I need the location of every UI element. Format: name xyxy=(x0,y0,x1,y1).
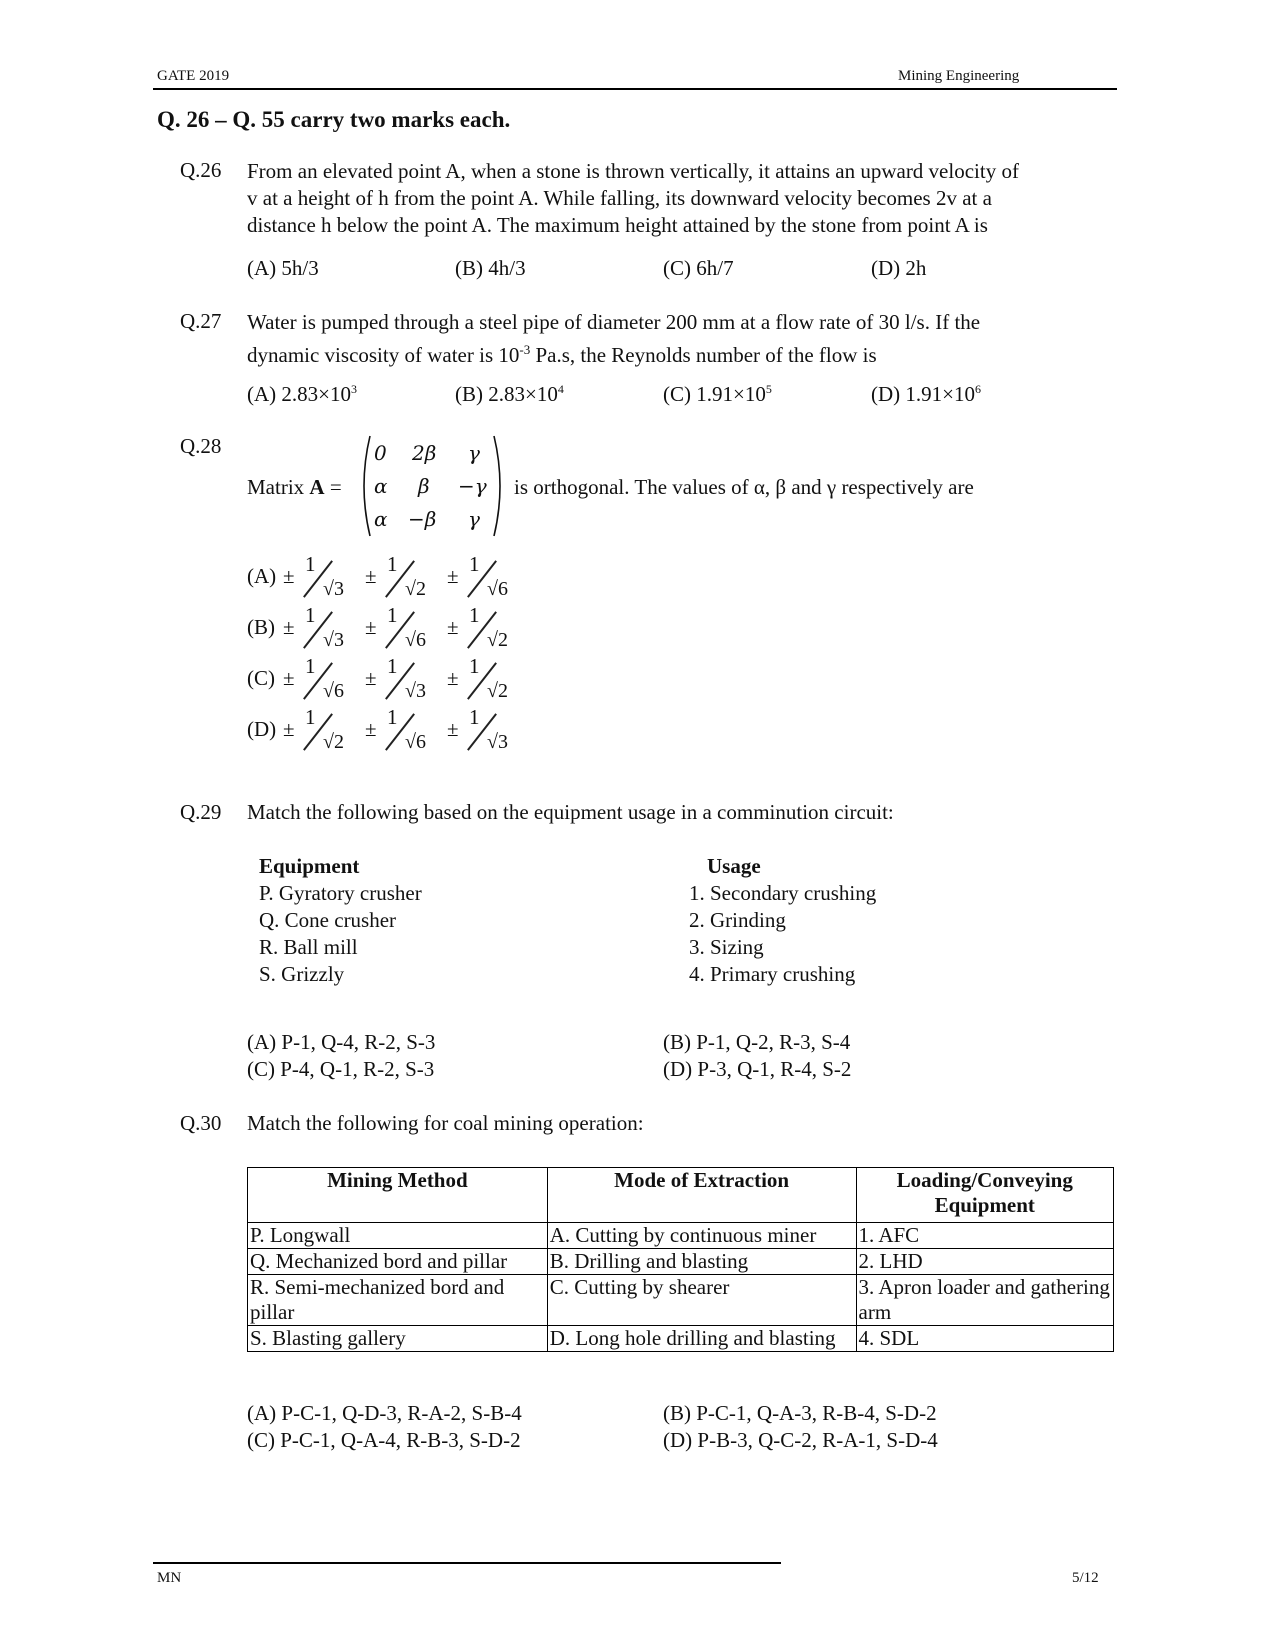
q28-matrix-prefix: Matrix xyxy=(247,475,310,499)
q27-line2 xyxy=(247,336,1115,369)
q28-option-label: (C) xyxy=(247,666,275,690)
q28-option-label: (A) xyxy=(247,564,277,588)
q29-col1-item: P. Gyratory crusher xyxy=(259,881,422,905)
plus-minus-sign: ± xyxy=(447,615,459,639)
q27-line2-text: dynamic viscosity of water is 10 xyxy=(247,343,520,367)
q29-number: Q.29 xyxy=(180,800,222,824)
plus-minus-sign: ± xyxy=(447,666,459,690)
q27-line1: Water is pumped through a steel pipe of diameter 200 mm at a flow rate of 30 l/s. If the xyxy=(247,310,981,334)
fraction-numerator: 1 xyxy=(469,654,480,678)
q29-option-d[interactable]: (D) P-3, Q-1, R-4, S-2 xyxy=(663,1057,852,1081)
q30-cell: P. Longwall xyxy=(248,1223,548,1249)
table-row xyxy=(248,1275,1114,1326)
q30-cell: D. Long hole drilling and blasting xyxy=(547,1326,856,1352)
q28-m20: α xyxy=(374,507,388,531)
q27-option-b-exp: 4 xyxy=(557,382,564,396)
fraction-numerator: 1 xyxy=(305,705,316,729)
q28-option-label: (B) xyxy=(247,615,275,639)
q29-col2-item: 4. Primary crushing xyxy=(689,962,856,986)
plus-minus-sign: ± xyxy=(283,666,295,690)
footer-right: 5/12 xyxy=(1072,1570,1099,1586)
fraction-denominator: √6 xyxy=(323,680,344,702)
q30-header-extraction: Mode of Extraction xyxy=(547,1168,856,1223)
q27-exponent: -3 xyxy=(519,342,531,357)
q27-option-a-exp: 3 xyxy=(351,382,357,396)
q28-m12: −γ xyxy=(458,474,487,498)
q27-option-a-label: (A) 2.83×10 xyxy=(247,382,351,406)
q27-option-b-label: (B) 2.83×10 xyxy=(455,382,558,406)
fraction-numerator: 1 xyxy=(469,603,480,627)
footer-divider xyxy=(153,1562,781,1564)
plus-minus-sign: ± xyxy=(365,615,377,639)
q28-m01: 2β xyxy=(412,441,437,465)
q29-usage-column xyxy=(689,853,876,988)
q28-m11: β xyxy=(418,474,430,498)
fraction-denominator: √6 xyxy=(405,731,426,753)
q26-text xyxy=(247,158,1115,239)
table-row xyxy=(248,1249,1114,1275)
plus-minus-sign: ± xyxy=(365,717,377,741)
q30-option-a[interactable]: (A) P-C-1, Q-D-3, R-A-2, S-B-4 xyxy=(247,1401,522,1425)
q28-m00: 0 xyxy=(374,441,387,465)
q30-cell: 4. SDL xyxy=(856,1326,1114,1352)
q27-option-d-exp: 6 xyxy=(975,382,981,396)
fraction-denominator: √3 xyxy=(323,629,344,651)
q26-number: Q.26 xyxy=(180,158,222,182)
fraction-denominator: √2 xyxy=(405,578,426,600)
q30-cell: Q. Mechanized bord and pillar xyxy=(248,1249,548,1275)
plus-minus-sign: ± xyxy=(283,717,295,741)
fraction-numerator: 1 xyxy=(469,705,480,729)
q27-option-d[interactable] xyxy=(871,382,981,407)
fraction-numerator: 1 xyxy=(387,603,398,627)
q30-cell: S. Blasting gallery xyxy=(248,1326,548,1352)
fraction-denominator: √3 xyxy=(323,578,344,600)
q29-option-b[interactable]: (B) P-1, Q-2, R-3, S-4 xyxy=(663,1030,851,1054)
fraction-numerator: 1 xyxy=(305,654,316,678)
fraction-denominator: √3 xyxy=(405,680,426,702)
q29-option-c[interactable]: (C) P-4, Q-1, R-2, S-3 xyxy=(247,1057,435,1081)
q28-option-d[interactable] xyxy=(247,705,547,757)
q27-option-c-label: (C) 1.91×10 xyxy=(663,382,766,406)
q30-cell: C. Cutting by shearer xyxy=(547,1275,856,1326)
q29-col1-item: R. Ball mill xyxy=(259,935,358,959)
plus-minus-sign: ± xyxy=(365,666,377,690)
q29-col1-item: Q. Cone crusher xyxy=(259,908,397,932)
q29-option-a[interactable]: (A) P-1, Q-4, R-2, S-3 xyxy=(247,1030,436,1054)
q29-equipment-column xyxy=(259,853,422,988)
q28-option-label: (D) xyxy=(247,717,277,741)
q29-col2-item: 2. Grinding xyxy=(689,908,786,932)
q28-matrix-label xyxy=(247,475,342,500)
q29-col1-head: Equipment xyxy=(259,854,360,878)
q28-matrix-symbol: A xyxy=(309,475,325,499)
fraction-numerator: 1 xyxy=(305,552,316,576)
q29-col2-item: 1. Secondary crushing xyxy=(689,881,877,905)
header-right: Mining Engineering xyxy=(898,68,1020,84)
plus-minus-sign: ± xyxy=(365,564,377,588)
q30-option-c[interactable]: (C) P-C-1, Q-A-4, R-B-3, S-D-2 xyxy=(247,1428,521,1452)
q29-col2-head: Usage xyxy=(707,854,761,878)
q30-option-d[interactable]: (D) P-B-3, Q-C-2, R-A-1, S-D-4 xyxy=(663,1428,938,1452)
table-row xyxy=(248,1223,1114,1249)
q26-option-c[interactable]: (C) 6h/7 xyxy=(663,256,734,280)
q28-number: Q.28 xyxy=(180,434,222,458)
q28-option-c[interactable] xyxy=(247,654,547,706)
fraction-numerator: 1 xyxy=(387,705,398,729)
q30-header-method: Mining Method xyxy=(248,1168,548,1223)
fraction-numerator: 1 xyxy=(387,654,398,678)
fraction-denominator: √3 xyxy=(487,731,508,753)
q30-cell: A. Cutting by continuous miner xyxy=(547,1223,856,1249)
q26-line3: distance h below the point A. The maximum height attained by the stone from point A is xyxy=(247,213,988,237)
footer-left: MN xyxy=(157,1570,182,1586)
q27-option-b[interactable] xyxy=(455,382,564,407)
header-divider xyxy=(153,88,1117,90)
plus-minus-sign: ± xyxy=(283,564,295,588)
q30-text: Match the following for coal mining operation: xyxy=(247,1111,644,1135)
q30-cell: 2. LHD xyxy=(856,1249,1114,1275)
section-title: Q. 26 – Q. 55 carry two marks each. xyxy=(157,107,511,132)
q27-option-c-exp: 5 xyxy=(765,382,772,396)
fraction-denominator: √2 xyxy=(487,629,508,651)
q30-cell: B. Drilling and blasting xyxy=(547,1249,856,1275)
q27-option-d-label: (D) 1.91×10 xyxy=(871,382,975,406)
q30-cell: 3. Apron loader and gathering arm xyxy=(856,1275,1114,1326)
q27-line2-rest: Pa.s, the Reynolds number of the flow is xyxy=(530,343,877,367)
fraction-numerator: 1 xyxy=(469,552,480,576)
q30-table xyxy=(247,1167,1114,1352)
q27-option-a[interactable] xyxy=(247,382,357,407)
plus-minus-sign: ± xyxy=(447,717,459,741)
q26-option-d[interactable]: (D) 2h xyxy=(871,256,927,280)
q28-option-b[interactable] xyxy=(247,603,547,655)
fraction-denominator: √2 xyxy=(487,680,508,702)
q26-line1: From an elevated point A, when a stone is thrown vertically, it attains an upward velocity of xyxy=(247,159,1019,183)
q28-m02: γ xyxy=(468,441,480,465)
q29-col2-item: 3. Sizing xyxy=(689,935,764,959)
table-row xyxy=(248,1326,1114,1352)
q30-cell: R. Semi-mechanized bord and pillar xyxy=(248,1275,548,1326)
q30-table-header xyxy=(248,1168,1114,1223)
q28-suffix: is orthogonal. The values of α, β and γ respectively are xyxy=(514,475,974,499)
header-left: GATE 2019 xyxy=(157,68,230,84)
q30-option-b[interactable]: (B) P-C-1, Q-A-3, R-B-4, S-D-2 xyxy=(663,1401,937,1425)
q26-line2: v at a height of h from the point A. While falling, its downward velocity becomes 2v at a xyxy=(247,186,992,210)
q28-option-a[interactable] xyxy=(247,552,547,604)
fraction-numerator: 1 xyxy=(305,603,316,627)
fraction-denominator: √6 xyxy=(487,578,508,600)
q27-text xyxy=(247,309,1115,369)
q28-matrix-equals: = xyxy=(324,475,342,499)
q29-col1-item: S. Grizzly xyxy=(259,962,345,986)
q28-m10: α xyxy=(374,474,388,498)
q27-option-c[interactable] xyxy=(663,382,772,407)
fraction-denominator: √2 xyxy=(323,731,344,753)
plus-minus-sign: ± xyxy=(283,615,295,639)
fraction-denominator: √6 xyxy=(405,629,426,651)
q28-m21: −β xyxy=(408,507,437,531)
fraction-numerator: 1 xyxy=(387,552,398,576)
q28-m22: γ xyxy=(468,507,480,531)
plus-minus-sign: ± xyxy=(447,564,459,588)
q26-option-a[interactable]: (A) 5h/3 xyxy=(247,256,319,280)
q27-number: Q.27 xyxy=(180,309,222,333)
q30-number: Q.30 xyxy=(180,1111,222,1135)
q29-text: Match the following based on the equipment usage in a comminution circuit: xyxy=(247,800,894,824)
q26-option-b[interactable]: (B) 4h/3 xyxy=(455,256,526,280)
q30-header-equipment: Loading/Conveying Equipment xyxy=(856,1168,1114,1223)
q30-cell: 1. AFC xyxy=(856,1223,1114,1249)
